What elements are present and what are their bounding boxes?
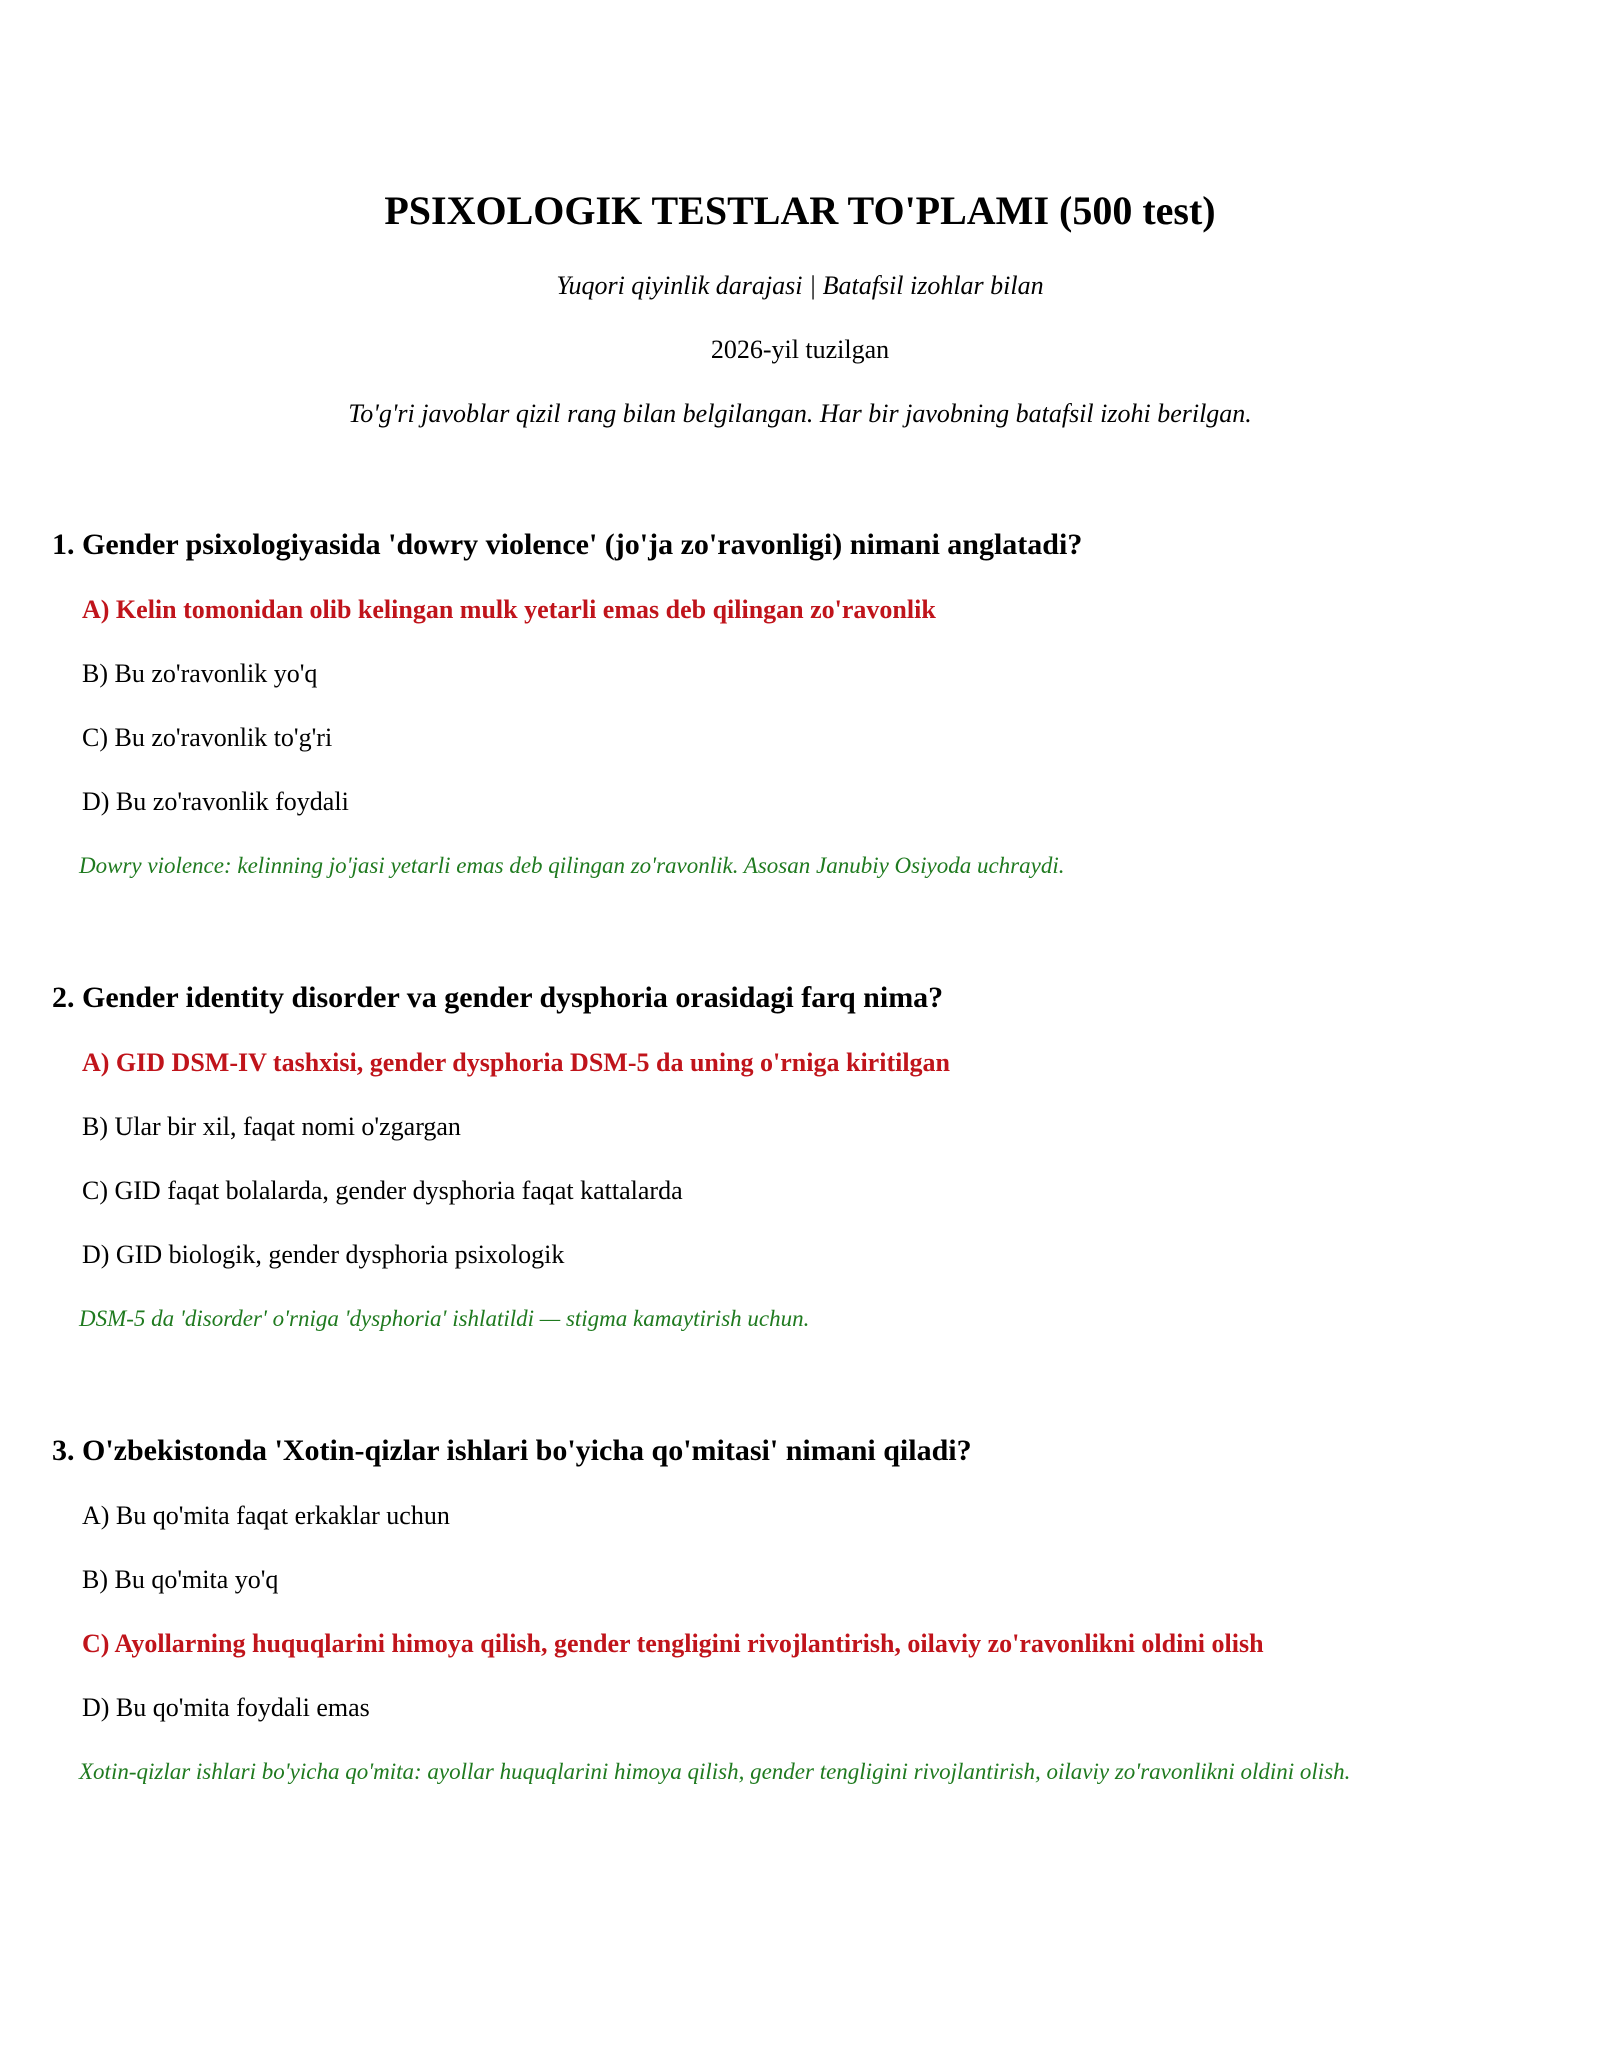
question-text: 2. Gender identity disorder va gender dysphoria orasidagi farq nima? — [52, 981, 944, 1014]
option-a: A) Bu qo'mita faqat erkaklar uchun — [82, 1501, 450, 1530]
question-text: 3. O'zbekistonda 'Xotin-qizlar ishlari bo'yicha qo'mitasi' nimani qiladi? — [52, 1434, 972, 1467]
option-b: B) Bu qo'mita yo'q — [82, 1565, 279, 1594]
explanation: Xotin-qizlar ishlari bo'yicha qo'mita: ayollar huquqlarini himoya qilish, gender tengligini rivojlantirish, oilaviy zo'ravonlikni oldini olish. — [79, 1759, 1351, 1784]
question-1 — [52, 525, 1552, 878]
document-title: PSIXOLOGIK TESTLAR TO'PLAMI (500 test) — [384, 188, 1216, 233]
question-2 — [52, 978, 1552, 1331]
question-3 — [52, 1431, 1552, 1784]
explanation: DSM-5 da 'disorder' o'rniga 'dysphoria' ishlatildi — stigma kamaytirish uchun. — [79, 1306, 810, 1331]
question-text: 1. Gender psixologiyasida 'dowry violence' (jo'ja zo'ravonligi) nimani anglatadi? — [52, 528, 1083, 561]
document-subtitle: Yuqori qiyinlik darajasi | Batafsil izohlar bilan — [556, 271, 1044, 300]
option-a: A) GID DSM-IV tashxisi, gender dysphoria DSM-5 da uning o'rniga kiritilgan — [82, 1048, 951, 1077]
option-c: C) Ayollarning huquqlarini himoya qilish, gender tengligini rivojlantirish, oilaviy zo'ravonlikni oldini olish — [82, 1629, 1264, 1658]
option-d: D) GID biologik, gender dysphoria psixologik — [82, 1240, 565, 1269]
option-c: C) GID faqat bolalarda, gender dysphoria faqat kattalarda — [82, 1176, 683, 1205]
option-b: B) Bu zo'ravonlik yo'q — [82, 659, 318, 688]
option-d: D) Bu zo'ravonlik foydali — [82, 787, 349, 816]
explanation: Dowry violence: kelinning jo'jasi yetarli emas deb qilingan zo'ravonlik. Asosan Janubiy Osiyoda uchraydi. — [79, 853, 1065, 878]
option-c: C) Bu zo'ravonlik to'g'ri — [82, 723, 333, 752]
option-a: A) Kelin tomonidan olib kelingan mulk yetarli emas deb qilingan zo'ravonlik — [82, 595, 936, 624]
option-b: B) Ular bir xil, faqat nomi o'zgargan — [82, 1112, 461, 1141]
document-year: 2026-yil tuzilgan — [710, 335, 890, 364]
option-d: D) Bu qo'mita foydali emas — [82, 1693, 370, 1722]
document-note: To'g'ri javoblar qizil rang bilan belgilangan. Har bir javobning batafsil izohi berilgan. — [348, 399, 1252, 428]
